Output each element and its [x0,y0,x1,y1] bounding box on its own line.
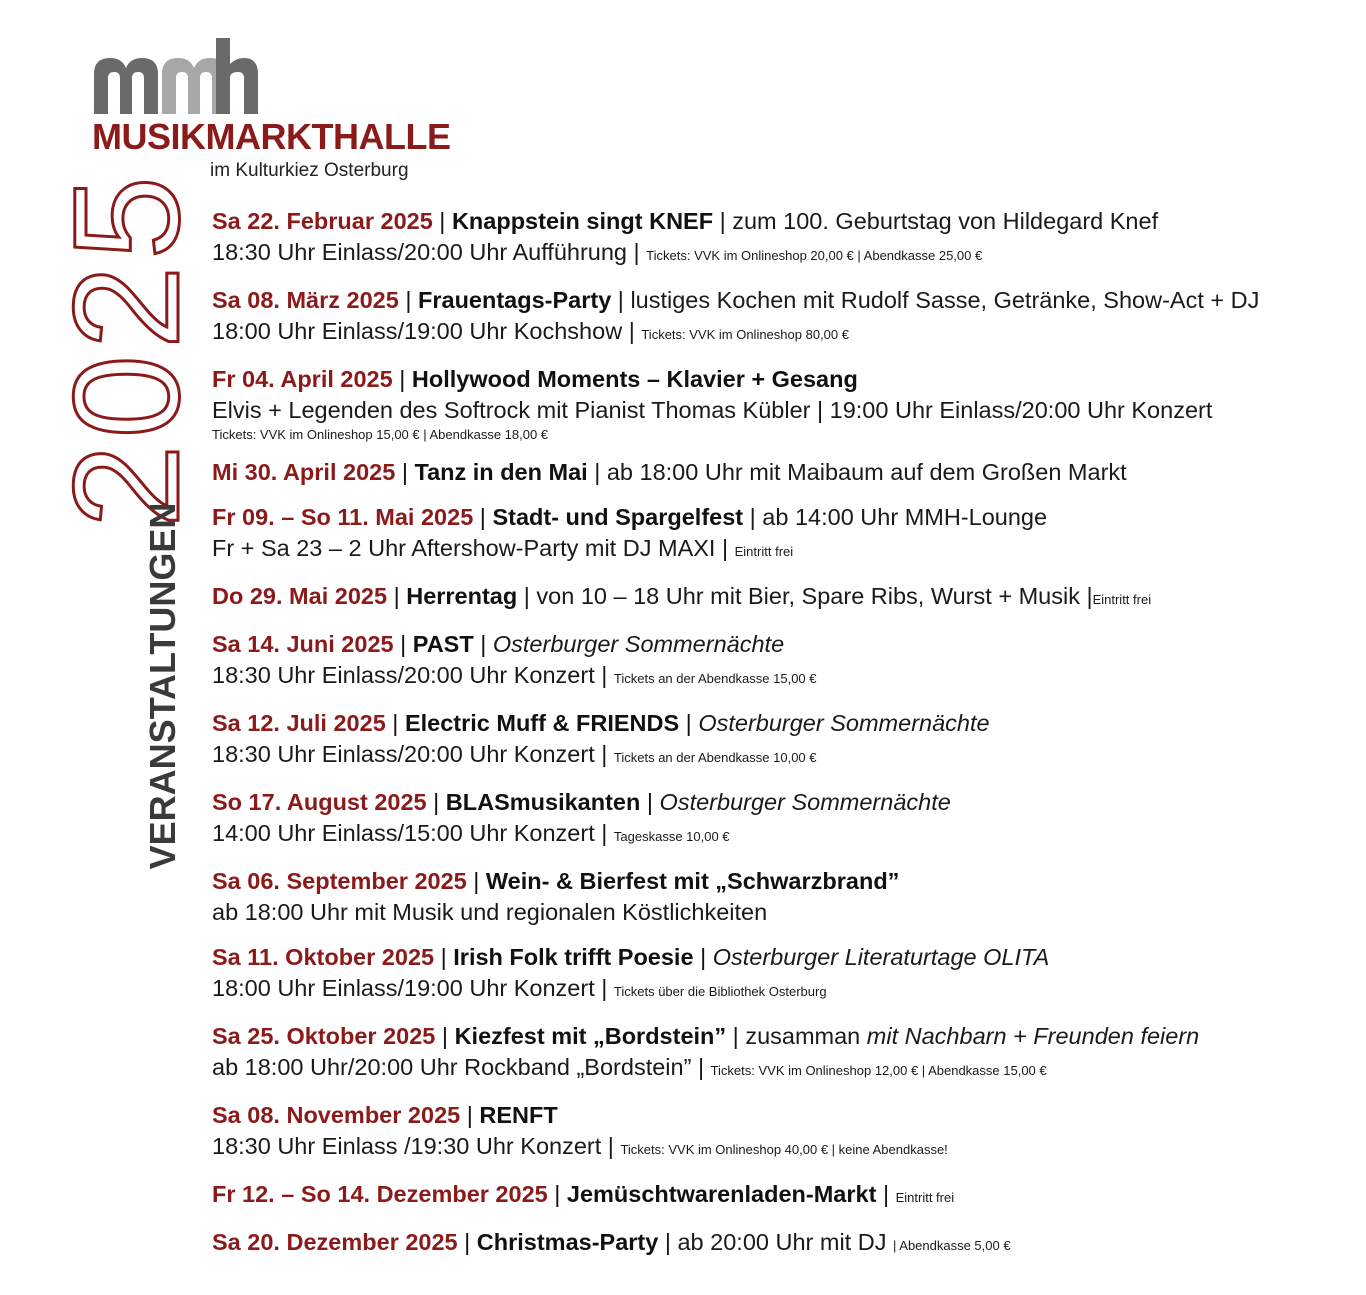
separator: | [473,504,493,530]
year-vertical [42,170,210,528]
event-details [212,1131,1362,1165]
event-date: Sa 22. Februar 2025 [212,208,433,234]
brand-name: MUSIKMARKTHALLE [92,116,451,157]
event-headline [212,364,1362,395]
event-details [212,660,1362,694]
event-date: Sa 12. Juli 2025 [212,710,386,736]
event-description: | ab 20:00 Uhr mit DJ [658,1229,893,1255]
event-name: Herrentag [406,583,518,609]
event-name: Christmas-Party [476,1229,659,1255]
mmh-logo-icon [92,34,262,116]
event-headline [212,942,1362,973]
event-details [212,973,1362,1007]
event-series: Osterburger Sommernächte [659,789,951,815]
event-name: Electric Muff & FRIENDS [404,710,680,736]
separator: | [426,789,446,815]
separator: | [385,710,405,736]
event-headline [212,1227,1362,1261]
event-headline [212,629,1362,660]
event-date: Sa 08. November 2025 [212,1102,461,1128]
brand-subtitle: im Kulturkiez Osterburg [210,160,409,181]
separator: | [432,208,452,234]
separator: | [395,459,415,485]
event-details [212,237,1362,271]
event-item [212,1179,1362,1213]
event-description: | [876,1181,896,1207]
event-item [212,629,1362,694]
separator: | [435,1023,455,1049]
event-details [212,897,1362,928]
event-description: | zum 100. Geburtstag von Hildegard Knef [713,208,1159,234]
event-ticket-info: Eintritt frei [1092,592,1152,607]
separator: | [387,583,407,609]
event-date: Sa 08. März 2025 [212,287,399,313]
year-text: 2025 [42,170,210,528]
event-ticket-info: Tickets: VVK im Onlineshop 40,00 € | keine Abendkasse! [620,1142,948,1157]
event-headline [212,502,1362,533]
event-item [212,1227,1362,1261]
separator: | [398,287,418,313]
event-list [212,206,1362,1275]
event-date: Fr 04. April 2025 [212,366,393,392]
event-ticket-info: Tickets an der Abendkasse 15,00 € [613,671,817,686]
event-headline [212,285,1362,316]
event-details [212,395,1362,426]
event-times: 18:00 Uhr Einlass/19:00 Uhr Kochshow | [212,318,642,344]
event-description: | von 10 – 18 Uhr mit Bier, Spare Ribs, Wurst + Musik | [517,583,1093,609]
event-date: Sa 25. Oktober 2025 [212,1023,436,1049]
event-headline [212,1179,1362,1213]
event-series: Osterburger Sommernächte [698,710,990,736]
event-times: 18:30 Uhr Einlass/20:00 Uhr Konzert | [212,741,614,767]
event-details [212,1052,1362,1086]
separator: | [434,944,454,970]
event-name: Hollywood Moments – Klavier + Gesang [411,366,858,392]
event-description: | ab 18:00 Uhr mit Maibaum auf dem Großen Markt [587,459,1127,485]
event-item [212,364,1362,443]
event-date: Sa 06. September 2025 [212,868,467,894]
event-name: Stadt- und Spargelfest [492,504,744,530]
event-series: Osterburger Sommernächte [492,631,785,657]
event-name: Tanz in den Mai [414,459,588,485]
event-ticket-info: Tickets: VVK im Onlineshop 20,00 € | Abendkasse 25,00 € [646,248,983,263]
event-times: Elvis + Legenden des Softrock mit Pianist Thomas Kübler | 19:00 Uhr Einlass/20:00 Uhr Konzert [212,397,1213,423]
separator: | [640,789,660,815]
event-ticket-info: Tickets über die Bibliothek Osterburg [613,984,827,999]
event-details [212,533,1362,567]
event-headline [212,708,1362,739]
event-details [212,316,1362,350]
separator: | [460,1102,480,1128]
event-date: Mi 30. April 2025 [212,459,396,485]
event-headline [212,1100,1362,1131]
event-headline [212,581,1362,615]
event-name: Frauentags-Party [418,287,612,313]
event-details [212,818,1362,852]
event-description: | lustiges Kochen mit Rudolf Sasse, Getränke, Show-Act + DJ [611,287,1260,313]
event-ticket-info: Eintritt frei [734,544,794,559]
event-date: Fr 12. – So 14. Dezember 2025 [212,1181,548,1207]
event-description: | ab 14:00 Uhr MMH-Lounge [743,504,1048,530]
event-ticket-info: Tickets: VVK im Onlineshop 80,00 € [641,327,849,342]
event-times: 18:30 Uhr Einlass/20:00 Uhr Aufführung | [212,239,647,265]
event-times: 18:30 Uhr Einlass /19:30 Uhr Konzert | [212,1133,621,1159]
event-headline [212,206,1362,237]
event-description: | zusamman [726,1023,867,1049]
event-date: Sa 11. Oktober 2025 [212,944,435,970]
event-headline [212,1021,1362,1052]
event-times: 14:00 Uhr Einlass/15:00 Uhr Konzert | [212,820,614,846]
event-item [212,942,1362,1007]
event-ticket-info: Eintritt frei [895,1190,955,1205]
event-name: PAST [412,631,474,657]
event-description-italic: mit Nachbarn + Freunden feiern [866,1023,1200,1049]
event-series: Osterburger Literaturtage OLITA [712,944,1050,970]
event-headline [212,787,1362,818]
separator: | [547,1181,567,1207]
event-ticket-info: | Abendkasse 5,00 € [893,1238,1011,1253]
event-item [212,1021,1362,1086]
event-item [212,708,1362,773]
separator: | [457,1229,477,1255]
event-ticket-info: Tickets an der Abendkasse 10,00 € [613,750,817,765]
event-ticket-info: Tickets: VVK im Onlineshop 15,00 € | Abendkasse 18,00 € [212,427,549,442]
event-item [212,206,1362,271]
event-times: 18:30 Uhr Einlass/20:00 Uhr Konzert | [212,662,614,688]
separator: | [679,710,699,736]
event-item [212,581,1362,615]
separator: | [466,868,486,894]
event-times: ab 18:00 Uhr/20:00 Uhr Rockband „Bordstein” | [212,1054,711,1080]
event-date: Do 29. Mai 2025 [212,583,388,609]
event-item [212,866,1362,928]
event-name: Kiezfest mit „Bordstein” [454,1023,727,1049]
event-item [212,502,1362,567]
event-ticket-info: Tageskasse 10,00 € [613,829,730,844]
event-item [212,787,1362,852]
event-name: BLASmusikanten [445,789,641,815]
separator: | [473,631,493,657]
event-date: So 17. August 2025 [212,789,427,815]
event-times: Fr + Sa 23 – 2 Uhr Aftershow-Party mit DJ MAXI | [212,535,735,561]
separator: | [392,366,412,392]
separator: | [393,631,413,657]
event-headline [212,457,1362,488]
event-name: Jemüschtwarenladen-Markt [566,1181,877,1207]
event-date: Fr 09. – So 11. Mai 2025 [212,504,474,530]
event-name: Irish Folk trifft Poesie [453,944,694,970]
event-times: 18:00 Uhr Einlass/19:00 Uhr Konzert | [212,975,614,1001]
event-item [212,1100,1362,1165]
separator: | [693,944,713,970]
event-name: RENFT [479,1102,558,1128]
event-item [212,285,1362,350]
event-item [212,457,1362,488]
event-name: Knappstein singt KNEF [451,208,714,234]
event-details [212,739,1362,773]
event-name: Wein- & Bierfest mit „Schwarzbrand” [485,868,900,894]
event-date: Sa 20. Dezember 2025 [212,1229,458,1255]
events-vertical-title: VERANSTALTUNGEN [142,502,183,870]
event-date: Sa 14. Juni 2025 [212,631,394,657]
event-times: ab 18:00 Uhr mit Musik und regionalen Köstlichkeiten [212,899,768,925]
event-headline [212,866,1362,897]
event-ticket-info: Tickets: VVK im Onlineshop 12,00 € | Abendkasse 15,00 € [710,1063,1047,1078]
